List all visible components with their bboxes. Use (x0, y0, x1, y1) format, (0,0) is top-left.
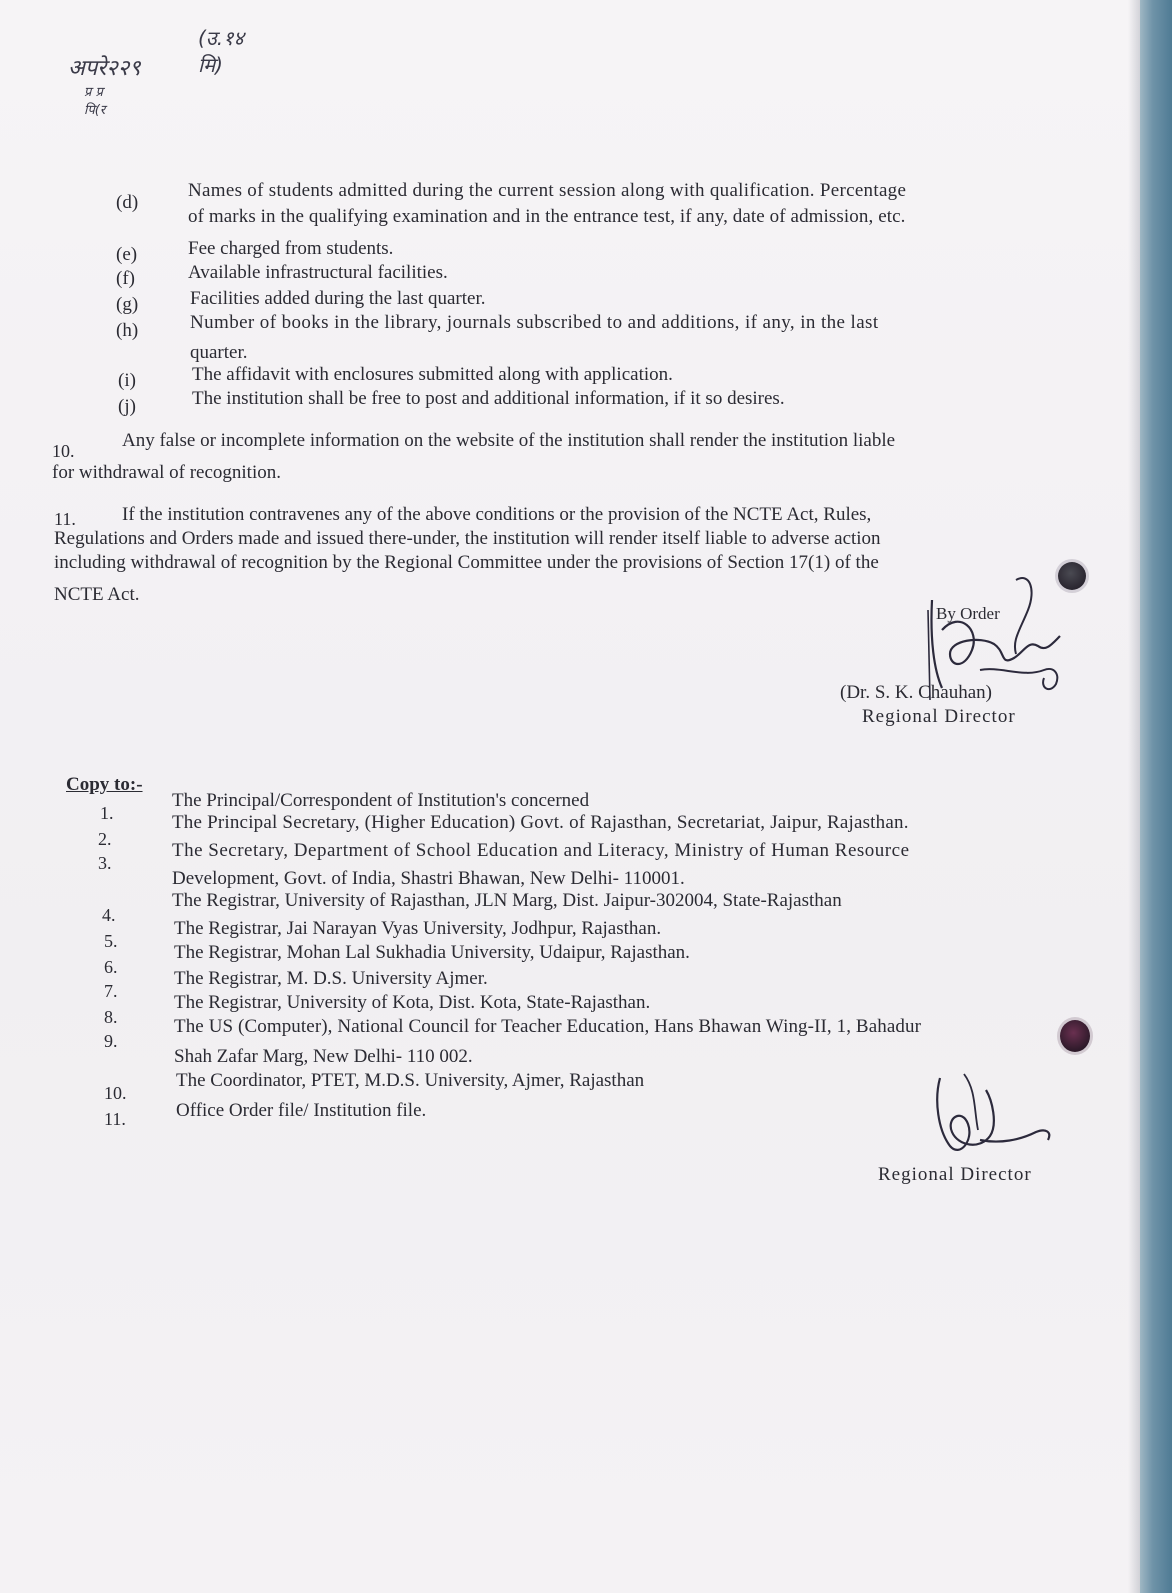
handwritten-note-line1: अपरे२२९ (68, 56, 141, 81)
paragraph-number: 11. (54, 509, 76, 529)
footer-designation: Regional Director (878, 1164, 1032, 1185)
copy-item-number: 7. (104, 981, 118, 1001)
condition-label: (h) (116, 320, 139, 341)
paragraph-text: NCTE Act. (54, 584, 140, 605)
paragraph-number: 10. (52, 441, 75, 461)
condition-text: Facilities added during the last quarter. (190, 288, 486, 309)
paragraph-text: Any false or incomplete information on the website of the institution shall render the institution liable (122, 430, 896, 451)
copy-item-text: The Registrar, University of Rajasthan, JLN Marg, Dist. Jaipur-302004, State-Rajasthan (172, 890, 842, 911)
condition-label: (i) (118, 370, 136, 391)
handwritten-note-line2: प्र प्र पि(र (84, 85, 106, 118)
punch-hole (1060, 1020, 1090, 1052)
copy-item-text: The Secretary, Department of School Education and Literacy, Ministry of Human Resource (172, 840, 910, 861)
copy-item-number: 4. (102, 905, 116, 925)
copy-item-text: Shah Zafar Marg, New Delhi- 110 002. (174, 1046, 473, 1067)
handwritten-note-bracket: (उ.१४ मि) (198, 26, 244, 77)
copy-item-text: The US (Computer), National Council for Teacher Education, Hans Bhawan Wing-II, 1, Bahadur (174, 1016, 922, 1037)
condition-label: (f) (116, 268, 135, 289)
footer-signature (920, 1070, 1060, 1170)
punch-hole (1058, 562, 1086, 590)
copy-item-text: The Registrar, University of Kota, Dist. Kota, State-Rajasthan. (174, 992, 651, 1013)
copy-item-number: 3. (98, 853, 112, 873)
copy-item-text: The Principal/Correspondent of Institution's concerned (172, 790, 590, 811)
background-edge (1140, 0, 1172, 1593)
condition-label: (j) (118, 396, 136, 417)
copy-item-text: Development, Govt. of India, Shastri Bhawan, New Delhi- 110001. (172, 868, 685, 889)
condition-text: The affidavit with enclosures submitted along with application. (192, 364, 673, 385)
condition-text: Number of books in the library, journals subscribed to and additions, if any, in the last (190, 312, 879, 333)
paragraph-text: If the institution contravenes any of the above conditions or the provision of the NCTE Act, Rules, (122, 504, 872, 525)
condition-text: The institution shall be free to post and additional information, if it so desires. (192, 388, 785, 409)
condition-text: Available infrastructural facilities. (188, 262, 448, 283)
copy-item-text: The Registrar, Mohan Lal Sukhadia University, Udaipur, Rajasthan. (174, 942, 690, 963)
copy-item-number: 9. (104, 1031, 118, 1051)
copy-item-number: 5. (104, 931, 118, 951)
copy-item-text: Office Order file/ Institution file. (176, 1100, 427, 1121)
condition-text: Names of students admitted during the current session along with qualification. Percentage (188, 180, 907, 201)
copy-item-text: The Registrar, M. D.S. University Ajmer. (174, 968, 488, 989)
paragraph-text: Regulations and Orders made and issued there-under, the institution will render itself liable to adverse action (54, 528, 881, 549)
director-designation: Regional Director (862, 706, 1016, 727)
condition-label: (d) (116, 192, 139, 213)
by-order-text: By Order (936, 604, 1000, 623)
copy-item-text: The Coordinator, PTET, M.D.S. University, Ajmer, Rajasthan (176, 1070, 645, 1091)
copy-item-text: The Registrar, Jai Narayan Vyas University, Jodhpur, Rajasthan. (174, 918, 662, 939)
condition-text: Fee charged from students. (188, 238, 394, 259)
copy-item-number: 11. (104, 1109, 126, 1129)
copy-item-number: 8. (104, 1007, 118, 1027)
copy-item-number: 6. (104, 957, 118, 977)
condition-label: (g) (116, 294, 139, 315)
copy-item-text: The Principal Secretary, (Higher Education) Govt. of Rajasthan, Secretariat, Jaipur, Rajasthan. (172, 812, 909, 833)
condition-label: (e) (116, 244, 138, 265)
copy-item-number: 1. (100, 803, 114, 823)
condition-text: of marks in the qualifying examination and in the entrance test, if any, date of admission, etc. (188, 206, 906, 227)
copy-item-number: 10. (104, 1083, 127, 1103)
copy-to-heading: Copy to:- (66, 774, 143, 795)
paragraph-text: for withdrawal of recognition. (52, 462, 281, 483)
paragraph-text: including withdrawal of recognition by the Regional Committee under the provisions of Section 17(1) of the (54, 552, 879, 573)
condition-text: quarter. (190, 342, 248, 363)
copy-item-number: 2. (98, 829, 112, 849)
director-name: (Dr. S. K. Chauhan) (840, 682, 992, 703)
